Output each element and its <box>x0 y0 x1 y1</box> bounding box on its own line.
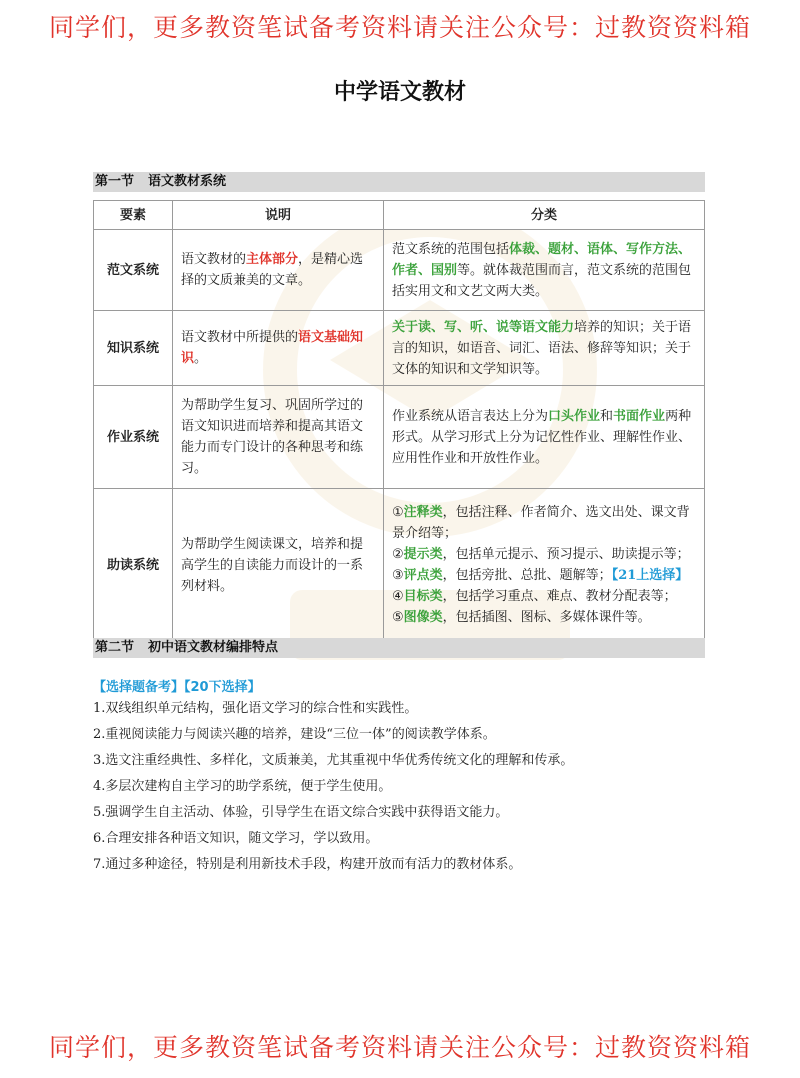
feature-list <box>93 696 733 878</box>
row-description: 为帮助学生阅读课文，培养和提高学生的自读能力而设计的一系列材料。 <box>173 489 384 642</box>
promo-banner-top: 同学们，更多教资笔试备考资料请关注公众号：过教资资料箱 <box>48 13 751 42</box>
list-item: 7.通过多种途径，特别是利用新技术手段，构建开放而有活力的教材体系。 <box>93 857 522 872</box>
section-2-heading <box>93 638 705 658</box>
list-item: ④目标类，包括学习重点、难点、教材分配表等； <box>392 589 677 604</box>
list-item: ①注释类，包括注释、作者简介、选文出处、课文背景介绍等； <box>392 505 690 541</box>
table-row <box>94 311 705 386</box>
table-row <box>94 230 705 311</box>
promo-banner-bottom: 同学们，更多教资笔试备考资料请关注公众号：过教资资料箱 <box>48 1033 751 1062</box>
table-row <box>94 386 705 489</box>
list-item: 5.强调学生自主活动、体验，引导学生在语文综合实践中获得语文能力。 <box>93 805 509 820</box>
row-description: 语文教材中所提供的语文基础知识。 <box>173 311 384 386</box>
document-title: 中学语文教材 <box>333 80 466 105</box>
list-item: ②提示类，包括单元提示、预习提示、助读提示等； <box>392 547 690 562</box>
section-2-title: 初中语文教材编排特点 <box>148 640 279 655</box>
exam-prep-tag: 【选择题备考】【20下选择】 <box>93 680 261 695</box>
row-description: 语文教材的主体部分，是精心选择的文质兼美的文章。 <box>173 230 384 311</box>
row-element: 范文系统 <box>94 230 173 311</box>
section-1-number: 第一节 <box>95 174 135 189</box>
list-item: 1.双线组织单元结构，强化语文学习的综合性和实践性。 <box>93 701 418 716</box>
header-category: 分类 <box>384 201 705 230</box>
table-row <box>94 489 705 642</box>
list-item: 6.合理安排各种语文知识，随文学习，学以致用。 <box>93 831 379 846</box>
table-header-row <box>94 201 705 230</box>
row-category: 关于读、写、听、说等语文能力培养的知识；关于语言的知识，如语音、词汇、语法、修辞等知识；关于文体的知识和文学知识等。 <box>384 311 705 386</box>
list-item: ⑤图像类，包括插图、图标、多媒体课件等。 <box>392 610 651 625</box>
textbook-system-table <box>93 200 705 642</box>
row-element: 作业系统 <box>94 386 173 489</box>
header-element: 要素 <box>94 201 173 230</box>
row-category: 范文系统的范围包括体裁、题材、语体、写作方法、作者、国别等。就体裁范围而言，范文系统的范围包括实用文和文艺文两大类。 <box>384 230 705 311</box>
section-1-heading <box>93 172 705 192</box>
list-item: 3.选文注重经典性、多样化，文质兼美，尤其重视中华优秀传统文化的理解和传承。 <box>93 753 574 768</box>
exam-year-tag: 【21上选择】 <box>611 568 689 583</box>
row-description: 为帮助学生复习、巩固所学过的语文知识进而培养和提高其语文能力而专门设计的各种思考和练习。 <box>173 386 384 489</box>
list-item: 2.重视阅读能力与阅读兴趣的培养，建设“三位一体”的阅读教学体系。 <box>93 727 496 742</box>
row-category <box>384 489 705 642</box>
section-2-number: 第二节 <box>95 640 135 655</box>
section-1-title: 语文教材系统 <box>148 174 227 189</box>
row-category: 作业系统从语言表达上分为口头作业和书面作业两种形式。从学习形式上分为记忆性作业、理解性作业、应用性作业和开放性作业。 <box>384 386 705 489</box>
list-item: 4.多层次建构自主学习的助学系统，便于学生使用。 <box>93 779 392 794</box>
row-element: 知识系统 <box>94 311 173 386</box>
row-element: 助读系统 <box>94 489 173 642</box>
header-description: 说明 <box>173 201 384 230</box>
list-item: ③评点类，包括旁批、总批、题解等；【21上选择】 <box>392 568 689 583</box>
